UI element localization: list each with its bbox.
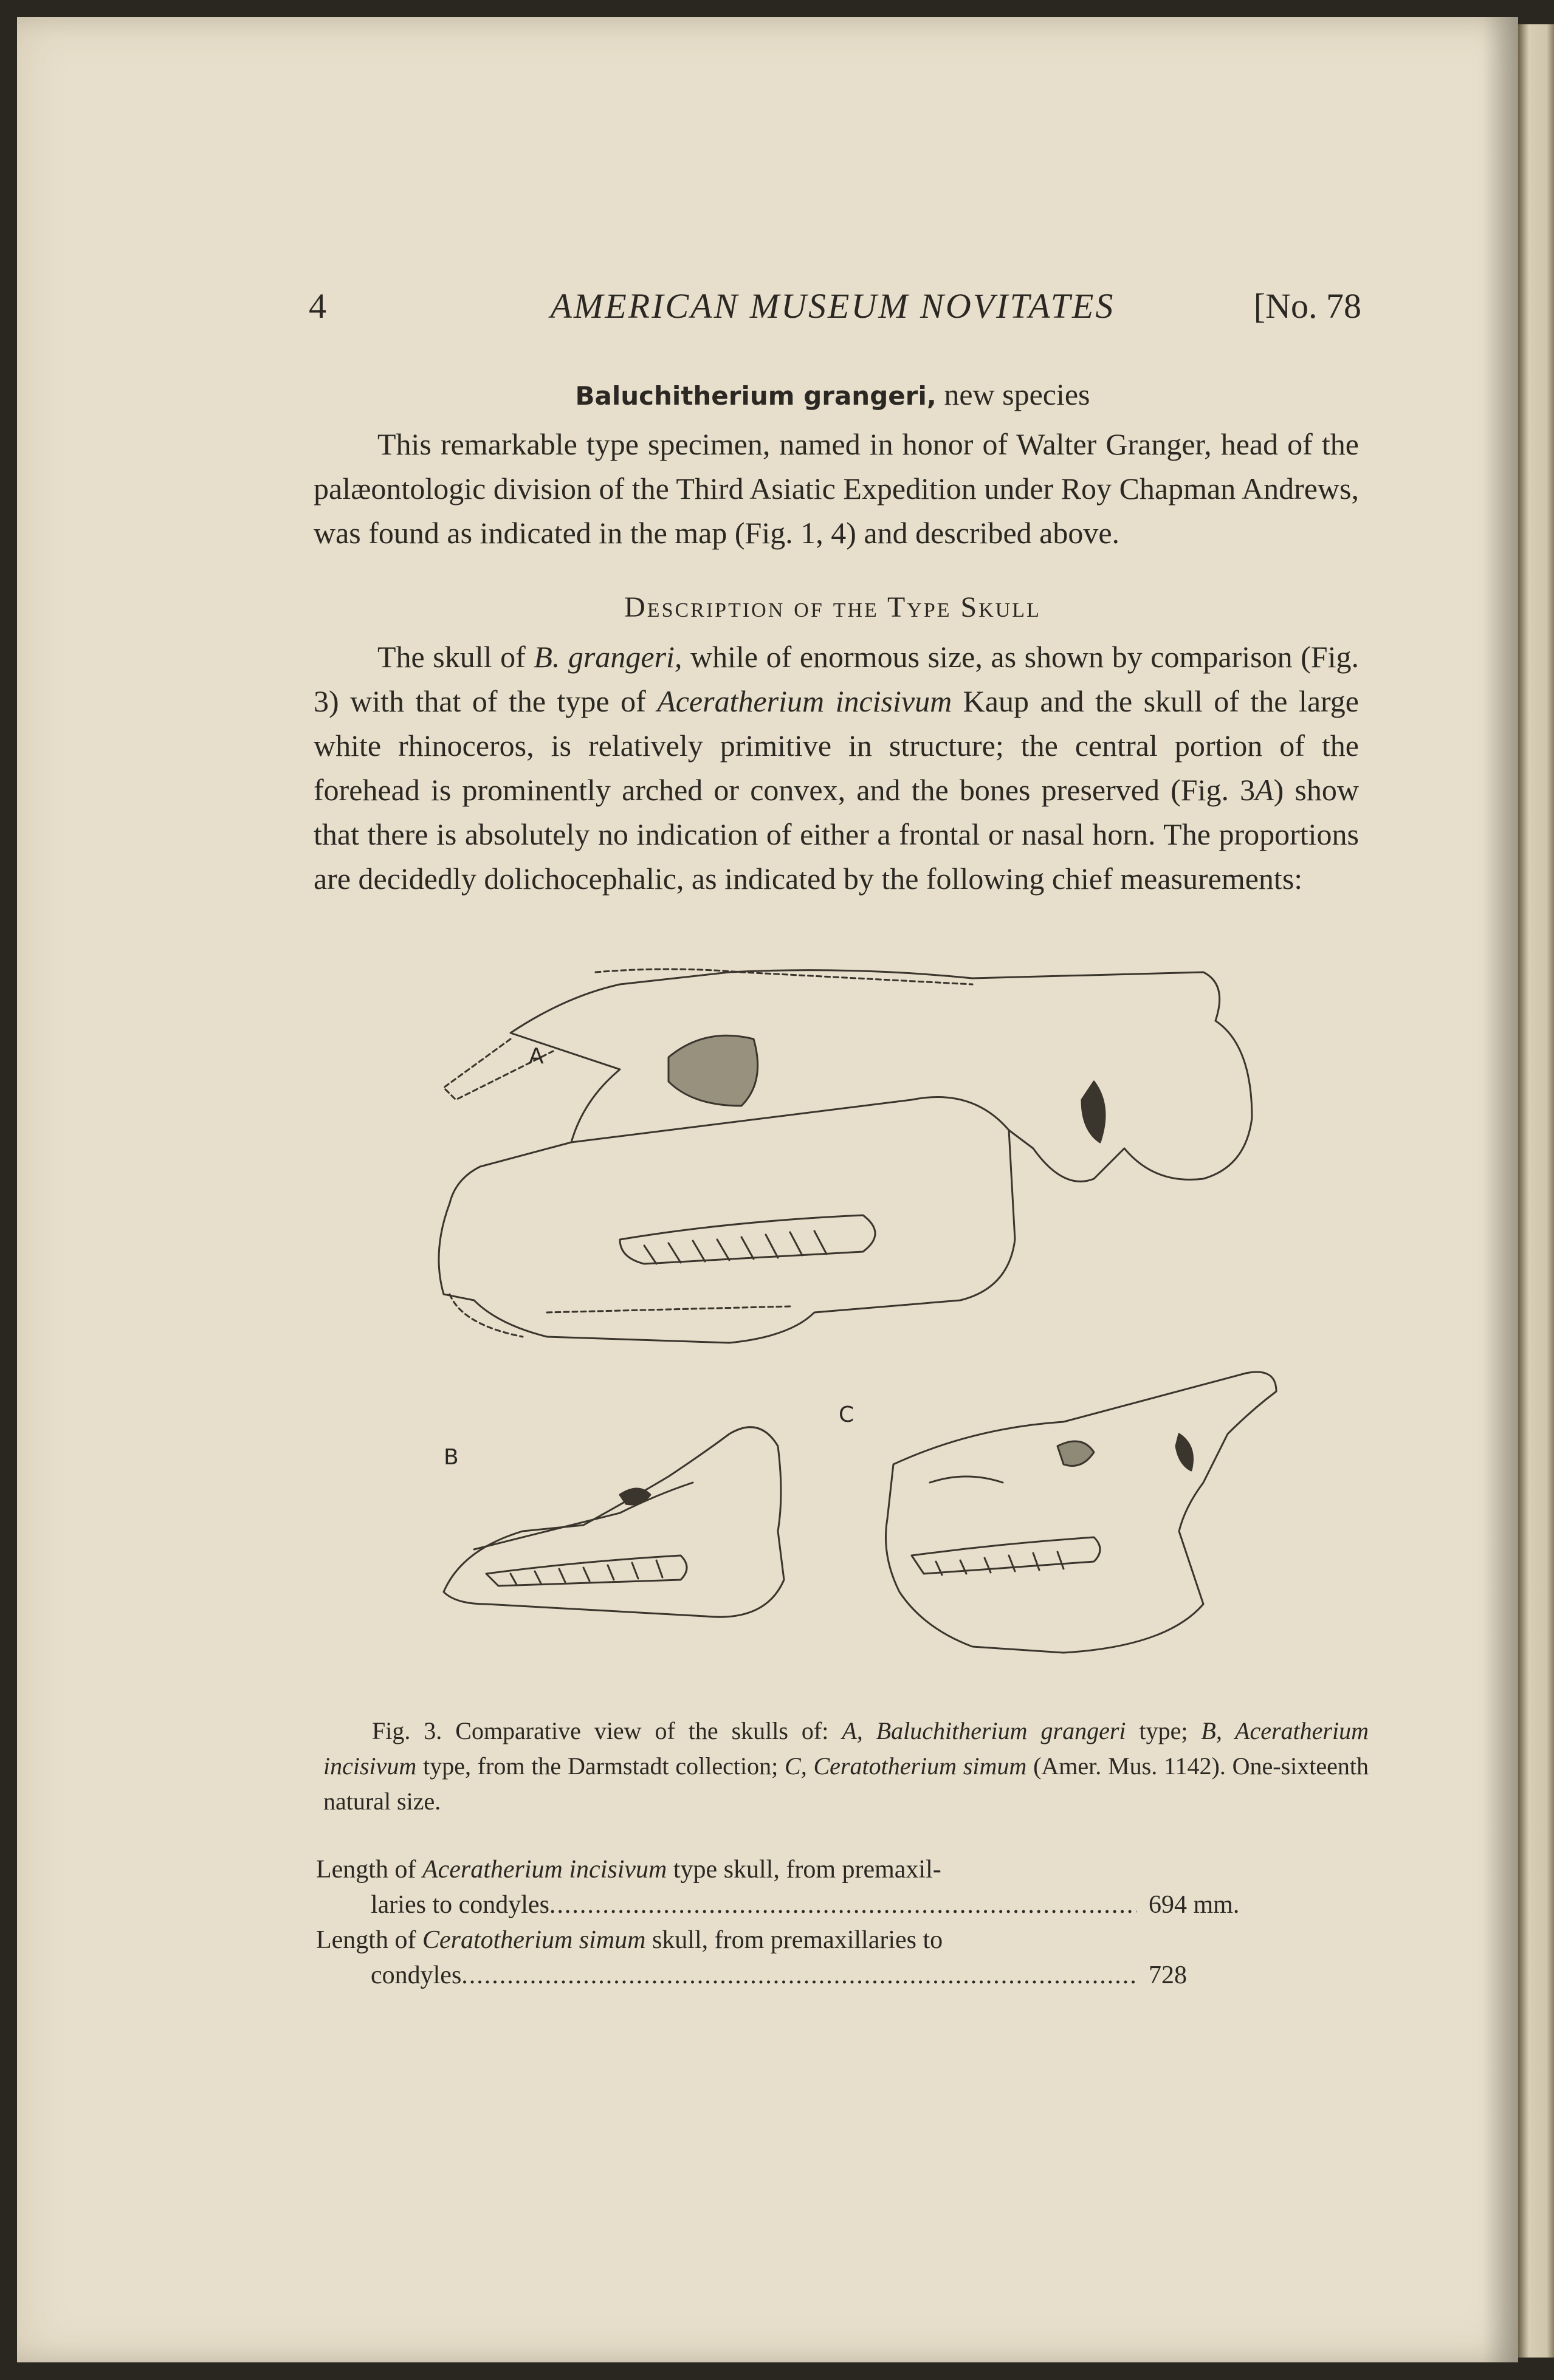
measurement-label: [316, 1922, 943, 1958]
measurement-leader: [371, 1958, 1276, 1993]
caption-italic-3: C, Ceratotherium simum: [785, 1752, 1027, 1780]
figure-label-c: C: [839, 1402, 854, 1427]
measurement-label-continued: condyles: [371, 1961, 462, 1989]
measurement-label-suffix: skull, from premaxillaries to: [645, 1926, 943, 1954]
section-heading: Description of the Type Skull: [624, 591, 1041, 623]
caption-text-3: type, from the Darmstadt collection;: [416, 1752, 785, 1780]
skull-c-drawing: [886, 1372, 1277, 1653]
measurement-label-prefix: Length of: [316, 1926, 422, 1954]
caption-text-2: type;: [1126, 1717, 1202, 1744]
skull-comparison-figure: [365, 948, 1325, 1707]
caption-italic-2: B, Aceratherium incisivum: [323, 1717, 1369, 1780]
journal-title: AMERICAN MUSEUM NOVITATES: [550, 286, 1115, 326]
measurement-label-species: Aceratherium incisivum: [422, 1856, 667, 1884]
measurement-value: 728: [1149, 1961, 1187, 1989]
figure-caption: [323, 1713, 1369, 1819]
measurement-label-prefix: Length of: [316, 1856, 422, 1884]
description-paragraph: [314, 635, 1359, 901]
measurement-row: [316, 1852, 1276, 1922]
description-text-1: The skull of: [377, 640, 534, 674]
next-page-edge: [1518, 24, 1554, 2358]
page-number: 4: [309, 286, 326, 326]
measurement-leader: [371, 1887, 1276, 1922]
species-heading: [304, 377, 1361, 412]
caption-italic-1: A, Baluchitherium grangeri: [842, 1717, 1126, 1744]
species-name: Baluchitherium grangeri,: [575, 381, 937, 411]
figure-label-a: A: [529, 1044, 544, 1069]
caption-text-4: (Amer. Mus. 1142). One-sixteenth natural size.: [323, 1752, 1369, 1815]
measurement-label-species: Ceratotherium simum: [422, 1926, 646, 1954]
species-suffix: new species: [936, 377, 1090, 411]
measurement-row: [316, 1922, 1276, 1993]
intro-paragraph: [314, 422, 1359, 555]
skull-b-drawing: [444, 1427, 784, 1617]
page-crease: [1483, 17, 1518, 2362]
description-italic-1: B. grangeri,: [534, 640, 682, 674]
description-text-4: ) show that there is absolutely no indication of either a frontal or nasal horn. The proportions are decidedly dolichocephalic, as indicated by the following chief measurements:: [314, 773, 1360, 896]
description-text-2: while of enormous size, as shown by comparison (Fig. 3) with that of the type of: [314, 640, 1359, 718]
caption-text-1: Fig. 3. Comparative view of the skulls of:: [372, 1717, 842, 1744]
running-head: [304, 286, 1361, 334]
measurement-label: [316, 1852, 941, 1887]
issue-number: [No. 78: [1253, 286, 1361, 326]
skull-a-drawing: [439, 969, 1252, 1343]
dot-leader: [461, 1958, 1136, 1993]
measurement-label-continued: laries to condyles: [371, 1891, 549, 1919]
intro-text: This remarkable type specimen, named in honor of Walter Granger, head of the palæontologic division of the Third Asiatic Expedition under Roy Chapman Andrews, was found as indicated in the map (Fig. 1, 4) and described above.: [314, 427, 1359, 550]
description-italic-2: Aceratherium incisivum: [657, 684, 952, 718]
description-italic-3: A: [1255, 773, 1274, 807]
measurement-label-suffix: type skull, from premaxil-: [667, 1856, 941, 1884]
measurement-value: 694 mm.: [1149, 1891, 1240, 1919]
measurements-table: [316, 1852, 1276, 1993]
skull-drawings: [365, 948, 1325, 1707]
description-text-3: Kaup and the skull of the large white rhinoceros, is relatively primitive in structure; the central portion of the forehead is prominently arched or convex, and the bones preserved (Fig. 3: [314, 684, 1359, 807]
dot-leader: [549, 1887, 1136, 1922]
figure-label-b: B: [444, 1445, 459, 1470]
